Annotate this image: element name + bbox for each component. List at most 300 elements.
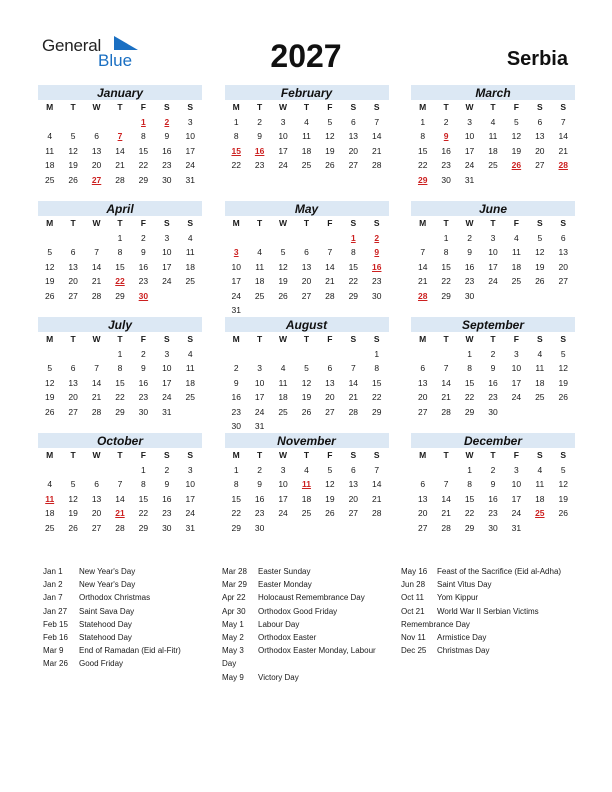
week-row: [225, 361, 389, 376]
day-cell: 1: [117, 232, 123, 243]
day-cell: 27: [301, 290, 312, 301]
day-cell: 15: [138, 493, 149, 504]
holiday-name: Good Friday: [79, 659, 124, 669]
holiday-entry: [222, 644, 376, 657]
week-row: [225, 245, 389, 260]
day-cell: 14: [441, 377, 451, 388]
day-cell: 21: [417, 276, 428, 286]
day-cell: 6: [70, 247, 76, 257]
holiday-date: Dec 25: [401, 646, 427, 656]
day-cell: 27: [325, 406, 335, 417]
weekday-label: S: [163, 218, 170, 228]
day-cell: 26: [278, 290, 288, 301]
holiday-date: May 16: [401, 567, 428, 576]
holiday-day-cell: 7: [117, 131, 123, 141]
holiday-date: Jun 28: [401, 580, 426, 590]
day-cell: 12: [68, 145, 78, 156]
empty-day-cell: [481, 173, 504, 188]
day-cell: 4: [187, 232, 193, 243]
weekday-label: S: [187, 218, 194, 228]
month-title: June: [411, 201, 575, 216]
weekday-label: F: [327, 218, 333, 228]
empty-day-cell: [342, 521, 365, 536]
day-cell: 15: [348, 261, 359, 272]
day-cell: 16: [231, 392, 241, 402]
holiday-name: Christmas Day: [437, 646, 490, 656]
day-cell: 27: [91, 522, 102, 533]
months-grid: [38, 85, 575, 540]
week-row: [38, 376, 202, 391]
day-cell: 17: [278, 145, 288, 156]
empty-day-cell: [528, 289, 551, 304]
day-cell: 30: [488, 406, 498, 417]
empty-day-cell: [318, 521, 341, 536]
holiday-name: Labour Day: [258, 619, 300, 629]
weekday-label: M: [419, 450, 427, 460]
empty-day-cell: [61, 231, 84, 246]
weekday-label: T: [303, 102, 310, 112]
holiday-day-cell: 16: [372, 261, 382, 272]
day-cell: 30: [488, 522, 498, 533]
day-cell: 5: [304, 363, 309, 373]
day-cell: 23: [254, 160, 265, 170]
day-cell: 10: [511, 363, 522, 373]
day-cell: 23: [372, 276, 382, 286]
empty-day-cell: [342, 347, 365, 362]
day-cell: 19: [325, 493, 335, 504]
day-cell: 7: [117, 479, 123, 489]
day-cell: 17: [511, 493, 522, 504]
empty-day-cell: [85, 347, 108, 362]
logo-text-general: General: [42, 36, 102, 55]
holiday-day-cell: 22: [115, 276, 125, 286]
holiday-date: May 9: [222, 672, 244, 682]
empty-day-cell: [271, 303, 294, 318]
day-cell: 5: [47, 247, 53, 257]
month-october: [38, 433, 202, 535]
weekday-header: [411, 216, 575, 231]
week-row: [225, 347, 389, 362]
holiday-name: Feast of the Sacrifice (Eid al-Adha): [437, 567, 562, 576]
week-row: [38, 347, 202, 362]
day-cell: 25: [511, 276, 522, 286]
day-cell: 29: [138, 522, 149, 533]
holiday-name-continued: Day: [222, 659, 237, 669]
holiday-column: [222, 565, 376, 684]
holiday-entry: [43, 618, 181, 631]
day-cell: 30: [162, 174, 172, 185]
day-cell: 26: [44, 290, 55, 301]
holiday-day-cell: 2: [164, 116, 170, 127]
weekday-label: F: [327, 334, 333, 344]
day-cell: 7: [374, 116, 380, 127]
calendar-year-title: 2027: [270, 38, 342, 74]
weekday-label: F: [140, 450, 146, 460]
day-cell: 7: [94, 247, 99, 257]
day-cell: 12: [535, 247, 545, 257]
weekday-label: S: [187, 334, 194, 344]
week-row: [411, 115, 575, 130]
holiday-name: Orthodox Easter Monday, Labour: [258, 646, 376, 656]
weekday-header: [225, 216, 389, 231]
weekday-label: S: [373, 450, 380, 460]
holiday-date: Jan 2: [43, 580, 63, 590]
day-cell: 1: [467, 348, 472, 359]
day-cell: 18: [44, 160, 55, 170]
day-cell: 27: [558, 276, 568, 286]
day-cell: 25: [185, 392, 195, 402]
weekday-label: W: [465, 450, 474, 460]
day-cell: 17: [185, 145, 195, 156]
empty-day-cell: [342, 419, 365, 434]
week-row: [225, 463, 389, 478]
weekday-header: [225, 100, 389, 115]
day-cell: 16: [138, 261, 149, 272]
holiday-entry: [222, 618, 376, 631]
day-cell: 15: [417, 145, 428, 156]
week-row: [411, 361, 575, 376]
day-cell: 23: [138, 392, 149, 402]
day-cell: 25: [44, 522, 55, 533]
month-title: January: [38, 85, 202, 100]
holiday-name: Victory Day: [258, 672, 299, 682]
weekday-label: T: [257, 102, 263, 112]
empty-day-cell: [318, 303, 341, 318]
day-cell: 26: [558, 392, 568, 402]
day-cell: 27: [417, 522, 428, 533]
day-cell: 21: [348, 392, 359, 402]
holiday-column: [401, 565, 561, 657]
day-cell: 18: [535, 377, 545, 388]
weekday-label: S: [373, 218, 380, 228]
weekday-label: M: [419, 102, 427, 112]
weekday-label: W: [465, 218, 474, 228]
day-cell: 13: [535, 131, 545, 141]
day-cell: 9: [467, 247, 472, 257]
day-cell: 11: [535, 363, 545, 373]
day-cell: 3: [257, 363, 262, 373]
week-row: [225, 506, 389, 521]
day-cell: 19: [44, 276, 55, 286]
day-cell: 22: [464, 508, 475, 518]
holiday-entry: [222, 605, 376, 618]
month-january: [38, 85, 202, 187]
day-cell: 30: [372, 290, 382, 301]
day-cell: 14: [115, 493, 125, 504]
day-cell: 11: [185, 247, 195, 257]
week-row: [411, 129, 575, 144]
day-cell: 29: [464, 522, 475, 533]
weekday-label: S: [536, 102, 543, 112]
day-cell: 4: [187, 348, 193, 359]
month-title: November: [225, 433, 389, 448]
empty-day-cell: [411, 347, 434, 362]
holiday-name: Statehood Day: [79, 619, 132, 629]
empty-day-cell: [38, 231, 61, 246]
day-cell: 17: [464, 145, 475, 156]
holiday-date: Mar 26: [43, 659, 68, 669]
weekday-label: T: [70, 218, 76, 228]
holiday-entry: [222, 591, 376, 604]
day-cell: 8: [467, 363, 472, 373]
weekday-label: T: [443, 450, 449, 460]
day-cell: 3: [164, 348, 170, 359]
day-cell: 3: [187, 116, 193, 127]
holiday-name: World War II Serbian Victims: [437, 606, 539, 616]
weekday-label: M: [46, 218, 54, 228]
day-cell: 26: [68, 174, 78, 185]
weekday-label: W: [92, 450, 101, 460]
holiday-name: Easter Sunday: [258, 567, 311, 576]
day-cell: 9: [141, 247, 146, 257]
empty-day-cell: [271, 231, 294, 246]
day-cell: 10: [231, 261, 241, 272]
day-cell: 31: [511, 522, 522, 533]
weekday-label: F: [140, 102, 146, 112]
day-cell: 12: [558, 363, 568, 373]
day-cell: 6: [350, 464, 356, 475]
day-cell: 7: [374, 464, 380, 475]
day-cell: 27: [348, 508, 359, 518]
empty-day-cell: [38, 115, 61, 130]
holiday-day-cell: 26: [511, 160, 522, 170]
month-september: [411, 317, 575, 419]
holiday-name: New Year's Day: [79, 567, 136, 576]
day-cell: 21: [91, 276, 102, 286]
day-cell: 28: [91, 290, 102, 301]
holiday-entry: [43, 578, 181, 591]
day-cell: 23: [488, 508, 498, 518]
holiday-entry: [222, 565, 376, 578]
day-cell: 19: [68, 160, 78, 170]
week-row: [411, 390, 575, 405]
day-cell: 10: [488, 247, 498, 257]
holiday-date: Apr 22: [222, 593, 246, 603]
day-cell: 19: [325, 145, 335, 156]
day-cell: 15: [464, 377, 475, 388]
holiday-day-cell: 21: [115, 508, 125, 518]
holiday-date: Feb 15: [43, 619, 68, 629]
day-cell: 5: [280, 247, 286, 257]
day-cell: 9: [257, 479, 262, 489]
day-cell: 24: [231, 290, 241, 301]
weekday-label: S: [187, 450, 194, 460]
day-cell: 16: [441, 145, 451, 156]
weekday-label: S: [536, 334, 543, 344]
day-cell: 18: [488, 145, 498, 156]
day-cell: 7: [443, 479, 449, 489]
empty-day-cell: [342, 303, 365, 318]
day-cell: 1: [233, 464, 239, 475]
holiday-day-cell: 28: [417, 290, 428, 301]
week-row: [38, 245, 202, 260]
holiday-name: Yom Kippur: [437, 593, 479, 603]
day-cell: 24: [488, 276, 498, 286]
day-cell: 24: [464, 160, 475, 170]
day-cell: 29: [441, 290, 451, 301]
holiday-name: Saint Vitus Day: [437, 580, 492, 590]
weekday-label: T: [257, 450, 263, 460]
weekday-label: T: [117, 218, 123, 228]
day-cell: 13: [417, 493, 428, 504]
week-row: [411, 158, 575, 173]
day-cell: 29: [231, 522, 241, 533]
week-row: [38, 361, 202, 376]
week-row: [225, 115, 389, 130]
day-cell: 3: [514, 464, 519, 475]
day-cell: 9: [490, 479, 496, 489]
holiday-day-cell: 27: [91, 174, 102, 185]
empty-day-cell: [365, 303, 388, 318]
day-cell: 8: [117, 363, 123, 373]
empty-day-cell: [411, 231, 434, 246]
day-cell: 17: [488, 261, 498, 272]
empty-day-cell: [505, 173, 528, 188]
holiday-date: Jan 1: [43, 567, 63, 576]
day-cell: 23: [162, 508, 172, 518]
weekday-label: T: [443, 334, 449, 344]
day-cell: 8: [443, 247, 449, 257]
day-cell: 21: [558, 145, 568, 156]
day-cell: 4: [537, 464, 543, 475]
week-row: [411, 376, 575, 391]
day-cell: 1: [117, 348, 123, 359]
empty-day-cell: [365, 521, 388, 536]
day-cell: 30: [441, 174, 451, 185]
empty-day-cell: [179, 405, 202, 420]
day-cell: 18: [185, 261, 195, 272]
day-cell: 1: [141, 464, 146, 475]
weekday-label: F: [513, 450, 519, 460]
day-cell: 16: [162, 493, 172, 504]
holiday-name: Armistice Day: [437, 633, 487, 643]
day-cell: 10: [162, 247, 172, 257]
day-cell: 24: [162, 392, 172, 402]
week-row: [225, 144, 389, 159]
week-row: [225, 419, 389, 434]
weekday-label: W: [279, 450, 288, 460]
day-cell: 13: [325, 377, 335, 388]
holiday-entry: [43, 644, 181, 657]
empty-day-cell: [552, 521, 575, 536]
weekday-header: [38, 448, 202, 463]
logo-text-blue: Blue: [98, 51, 133, 70]
holiday-name: End of Ramadan (Eid al-Fitr): [79, 646, 181, 656]
day-cell: 19: [535, 261, 545, 272]
weekday-label: T: [443, 102, 449, 112]
day-cell: 11: [302, 131, 311, 141]
week-row: [38, 158, 202, 173]
day-cell: 21: [325, 276, 335, 286]
day-cell: 20: [535, 145, 545, 156]
week-row: [411, 289, 575, 304]
day-cell: 6: [304, 247, 309, 257]
day-cell: 30: [231, 421, 241, 431]
day-cell: 25: [185, 276, 195, 286]
weekday-label: W: [279, 102, 288, 112]
weekday-label: W: [92, 334, 101, 344]
day-cell: 28: [441, 522, 451, 533]
day-cell: 18: [44, 508, 55, 518]
holiday-date: Oct 21: [401, 606, 425, 616]
weekday-label: S: [373, 334, 380, 344]
day-cell: 18: [511, 261, 522, 272]
week-row: [411, 463, 575, 478]
day-cell: 3: [280, 116, 286, 127]
day-cell: 25: [301, 160, 312, 170]
empty-day-cell: [552, 405, 575, 420]
empty-day-cell: [434, 463, 457, 478]
week-row: [225, 129, 389, 144]
day-cell: 30: [138, 406, 149, 417]
day-cell: 15: [115, 377, 125, 388]
day-cell: 20: [348, 145, 359, 156]
weekday-label: W: [279, 218, 288, 228]
weekday-label: T: [490, 334, 496, 344]
holiday-name: Easter Monday: [258, 580, 312, 590]
week-row: [411, 260, 575, 275]
day-cell: 26: [301, 406, 312, 417]
day-cell: 16: [138, 377, 149, 388]
day-cell: 18: [301, 145, 312, 156]
day-cell: 7: [350, 363, 356, 373]
day-cell: 4: [304, 116, 309, 127]
month-may: [225, 201, 389, 318]
day-cell: 14: [372, 479, 382, 489]
empty-day-cell: [505, 405, 528, 420]
day-cell: 13: [348, 131, 359, 141]
day-cell: 4: [490, 116, 496, 127]
day-cell: 24: [278, 160, 288, 170]
weekday-label: S: [163, 334, 170, 344]
day-cell: 22: [348, 276, 359, 286]
day-cell: 3: [514, 348, 519, 359]
weekday-label: T: [257, 334, 263, 344]
day-cell: 8: [233, 479, 239, 489]
day-cell: 14: [115, 145, 125, 156]
day-cell: 9: [257, 131, 262, 141]
day-cell: 21: [441, 392, 451, 402]
day-cell: 15: [115, 261, 125, 272]
day-cell: 8: [141, 131, 146, 141]
day-cell: 19: [44, 392, 55, 402]
day-cell: 31: [464, 174, 475, 185]
week-row: [411, 405, 575, 420]
day-cell: 14: [417, 261, 428, 272]
day-cell: 17: [185, 493, 195, 504]
empty-day-cell: [552, 289, 575, 304]
day-cell: 29: [115, 406, 125, 417]
day-cell: 5: [560, 348, 566, 359]
day-cell: 7: [560, 116, 566, 127]
holiday-day-cell: 9: [443, 131, 449, 141]
day-cell: 14: [91, 377, 102, 388]
weekday-label: W: [465, 102, 474, 112]
week-row: [225, 231, 389, 246]
week-row: [38, 129, 202, 144]
month-title: December: [411, 433, 575, 448]
day-cell: 14: [91, 261, 102, 272]
day-cell: 17: [511, 377, 522, 388]
day-cell: 5: [327, 464, 333, 475]
weekday-label: S: [560, 218, 567, 228]
weekday-header: [38, 216, 202, 231]
day-cell: 22: [138, 160, 149, 170]
empty-day-cell: [528, 405, 551, 420]
empty-day-cell: [365, 419, 388, 434]
day-cell: 29: [138, 174, 149, 185]
week-row: [411, 347, 575, 362]
